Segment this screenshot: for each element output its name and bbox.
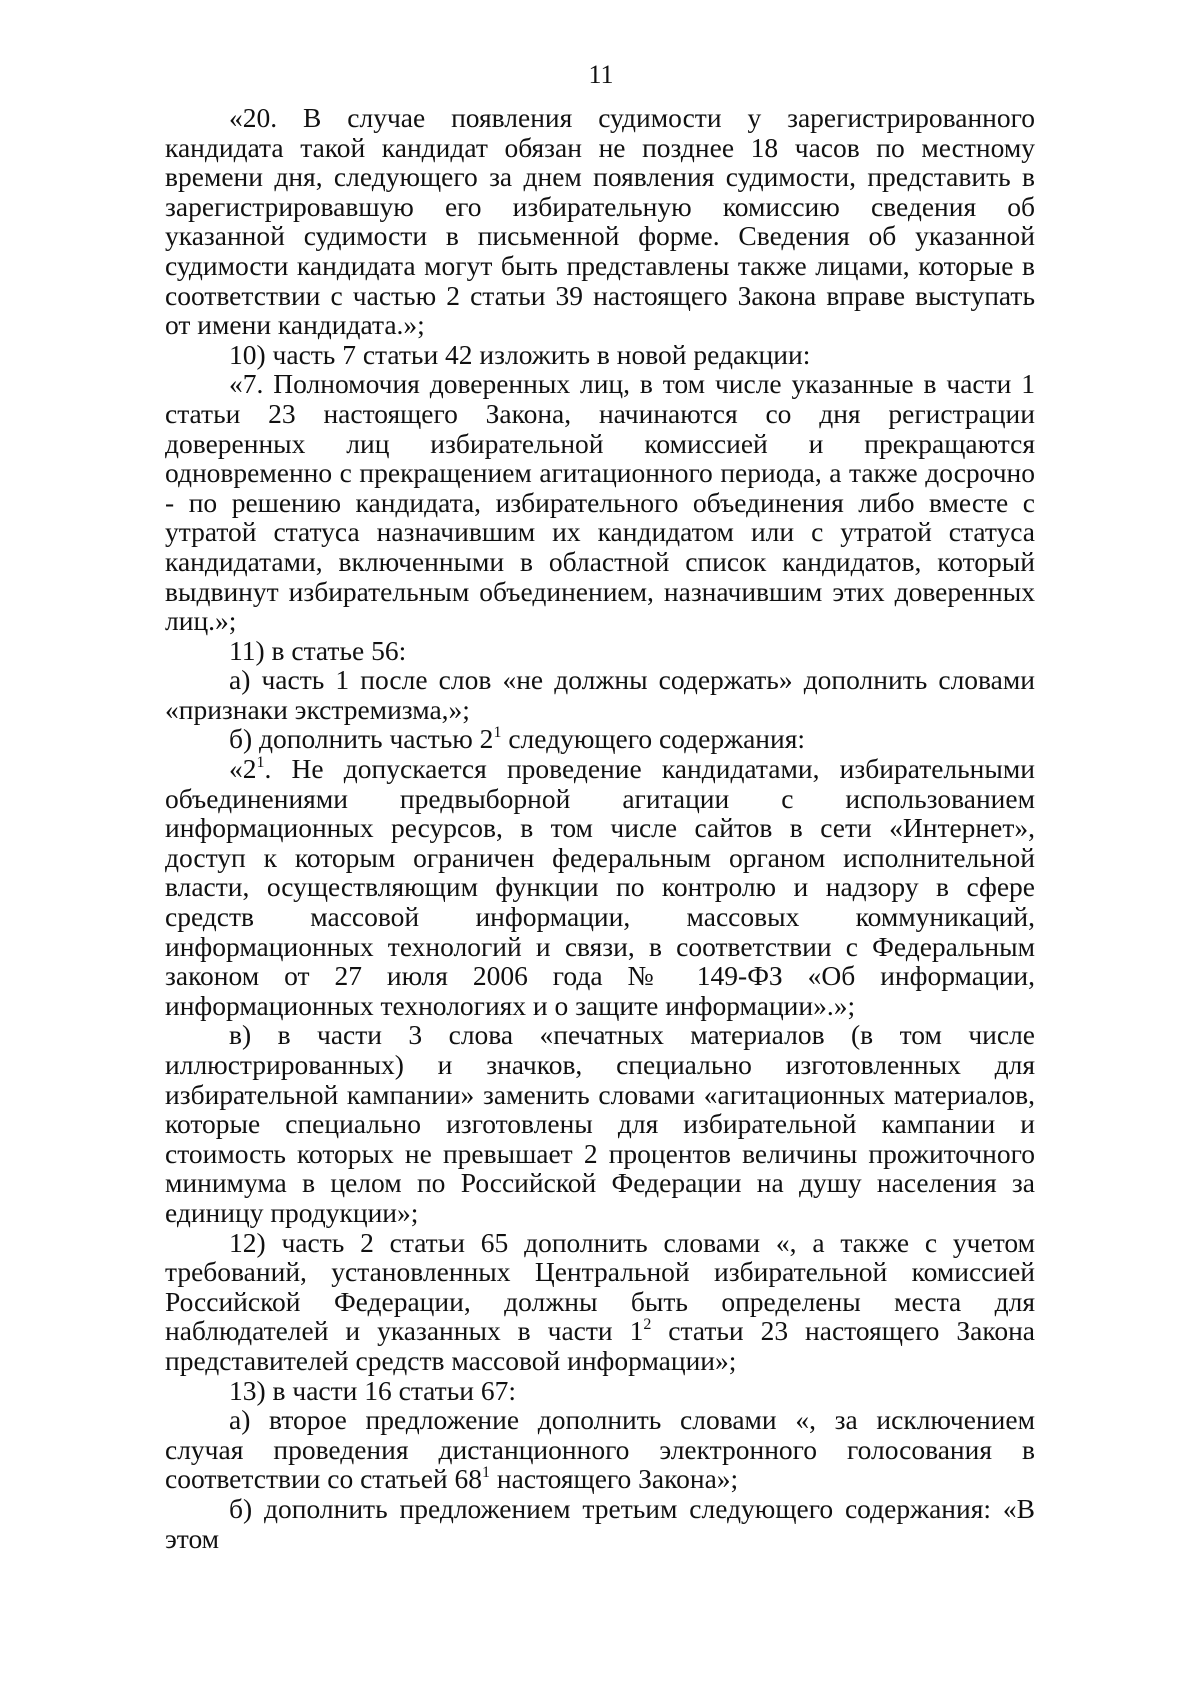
superscript: 1	[493, 724, 502, 742]
paragraph-6	[165, 724, 1035, 754]
superscript: 1	[482, 1464, 491, 1482]
paragraph-text: 13) в части 16 статьи 67:	[229, 1374, 516, 1406]
paragraph-8	[165, 1020, 1035, 1227]
superscript: 1	[256, 754, 265, 772]
paragraph-text: «2	[229, 753, 257, 785]
paragraph-text: настоящего Закона»;	[490, 1463, 739, 1495]
paragraph-3	[165, 369, 1035, 635]
paragraph-11	[165, 1405, 1035, 1494]
paragraph-text: 11) в статье 56:	[229, 634, 407, 666]
paragraph-2	[165, 340, 1035, 370]
paragraph-1	[165, 103, 1035, 340]
paragraph-text: а) часть 1 после слов «не должны содержать» дополнить словами «признаки экстремизма,»;	[165, 664, 1035, 725]
paragraph-text: б) дополнить предложением третьим следующего содержания: «В этом	[165, 1492, 1035, 1554]
paragraph-text: . Не допускается проведение кандидатами, избирательными объединениями предвыборной агитации с использованием информационных ресурсов, в том числе сайтов в сети «Интернет», доступ к которым ограничен федеральным органом исполнительной власти, осуществляющим функции по контролю и надзору в сфере средств массовой информации, массовых коммуникаций, информационных технологий и связи, в соответствии с Федеральным законом от 27 июля 2006 года № 149-ФЗ «Об информации, информационных технологиях и о защите информации».»;	[165, 753, 1035, 1021]
paragraph-7	[165, 754, 1035, 1020]
paragraph-9	[165, 1228, 1035, 1376]
paragraph-5	[165, 665, 1035, 724]
superscript: 2	[643, 1316, 652, 1334]
paragraph-text: в) в части 3 слова «печатных материалов (в том числе иллюстрированных) и значков, специально изготовленных для избирательной кампании» заменить словами «агитационных материалов, которые специально изготовлены для избирательной кампании и стоимость которых не превышает 2 процентов величины прожиточного минимума в целом по Российской Федерации на душу населения за единицу продукции»;	[165, 1019, 1035, 1228]
paragraph-text: 10) часть 7 статьи 42 изложить в новой редакции:	[229, 338, 811, 370]
page-number: 11	[588, 60, 614, 89]
paragraph-text: «7. Полномочия доверенных лиц, в том числе указанные в части 1 статьи 23 настоящего Закона, начинаются со дня регистрации доверенных лиц избирательной комиссией и прекращаются одновременно с прекращением агитационного периода, а также досрочно - по решению кандидата, избирательного объединения либо вместе с утратой статуса назначившим их кандидатом или с утратой статуса кандидатами, включенными в областной список кандидатов, который выдвинут избирательным объединением, назначившим этих доверенных лиц.»;	[165, 368, 1035, 637]
paragraph-text: статьи 23 настоящего Закона представителей средств массовой информации»;	[165, 1315, 1036, 1376]
paragraph-text: а) второе предложение дополнить словами «, за исключением случая проведения дистанционного электронного голосования в соответствии со статьей 68	[165, 1404, 1035, 1495]
paragraph-text: «20. В случае появления судимости у зарегистрированного кандидата такой кандидат обязан не позднее 18 часов по местному времени дня, следующего за днем появления судимости, представить в зарегистрировавшую его избирательную комиссию сведения об указанной судимости в письменной форме. Сведения об указанной судимости кандидата могут быть представлены также лицами, которые в соответствии с частью 2 статьи 39 настоящего Закона вправе выступать от имени кандидата.»;	[165, 102, 1035, 341]
paragraph-4	[165, 636, 1035, 666]
paragraph-10	[165, 1376, 1035, 1406]
paragraph-text: 12) часть 2 статьи 65 дополнить словами «, а также с учетом требований, установленных Центральной избирательной комиссией Российской Федерации, должны быть определены места для наблюдателей и указанных в части 1	[165, 1226, 1035, 1347]
paragraph-text: следующего содержания:	[501, 723, 806, 755]
paragraph-12	[165, 1494, 1035, 1553]
document-body	[165, 103, 1035, 1553]
paragraph-text: б) дополнить частью 2	[229, 723, 494, 755]
